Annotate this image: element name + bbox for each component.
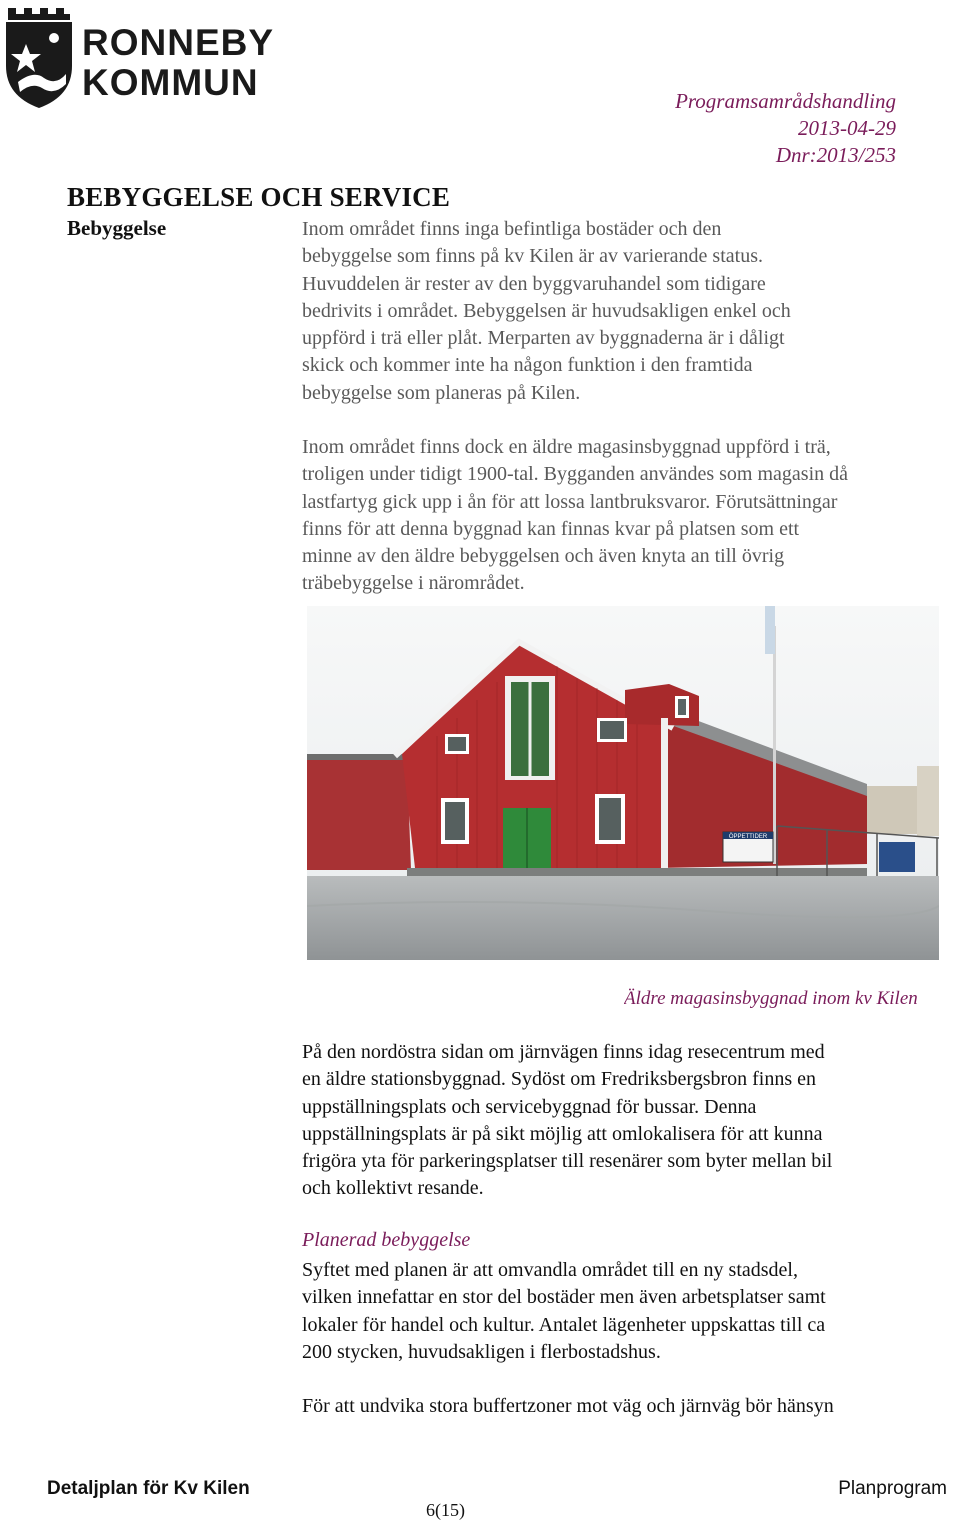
text-line: Inom området finns dock en äldre magasinsbyggnad uppförd i trä, [302, 436, 831, 458]
text-line: Syftet med planen är att omvandla området till en ny stadsdel, [302, 1259, 798, 1281]
text-line: På den nordöstra sidan om järnvägen finns idag resecentrum med [302, 1041, 825, 1063]
subheading-planned-development: Planerad bebyggelse [302, 1229, 471, 1251]
text-line: Huvuddelen är rester av den byggvaruhandel som tidigare [302, 272, 766, 295]
warehouse-illustration [307, 606, 939, 960]
text-line: uppställningsplats och servicebyggnad för bussar. Denna [302, 1095, 757, 1118]
text-line: vilken innefattar en stor del bostäder men även arbetsplatser samt [302, 1286, 826, 1309]
side-label: Bebyggelse [67, 216, 167, 240]
text-line: och kollektivt resande. [302, 1177, 484, 1200]
text-line: lastfartyg gick upp i ån för att lossa lantbruksvaror. Förutsättningar [302, 490, 838, 513]
text-line: bebyggelse som finns på kv Kilen är av varierande status. [302, 245, 763, 268]
text-line: frigöra yta för parkeringsplatser till resenärer som byter mellan bil [302, 1150, 833, 1173]
text-line: minne av den äldre bebyggelsen och även knyta an till övrig [302, 545, 785, 568]
page-number: 6(15) [426, 1500, 465, 1520]
logo-line-1: RONNEBY [82, 22, 275, 63]
text-line: lokaler för handel och kultur. Antalet lägenheter uppskattas till ca [302, 1313, 826, 1336]
sign-title: ÖPPETTIDER [728, 834, 768, 840]
text-line: finns för att denna byggnad kan finnas kvar på platsen som ett [302, 517, 800, 540]
paragraph-3 [302, 1039, 832, 1203]
paragraph-2 [302, 434, 848, 598]
section-title: BEBYGGELSE OCH SERVICE [67, 182, 451, 212]
paragraph-5 [302, 1393, 834, 1420]
paragraph-1 [302, 216, 791, 407]
document-dnr: Dnr:2013/253 [775, 143, 896, 167]
text-line: Inom området finns inga befintliga bostäder och den [302, 218, 722, 240]
text-line: bebyggelse som planeras på Kilen. [302, 381, 581, 404]
text-line: uppförd i trä eller plåt. Merparten av byggnaderna är i dåligt [302, 327, 785, 350]
text-line: en äldre stationsbyggnad. Sydöst om Fredriksbergsbron finns en [302, 1068, 817, 1091]
text-line: troligen under tidigt 1900-tal. Bygganden användes som magasin då [302, 463, 848, 486]
coat-of-arms-icon [4, 4, 76, 110]
document-type: Programsamrådshandling [675, 89, 896, 113]
paragraph-4 [302, 1257, 826, 1366]
photo-caption: Äldre magasinsbyggnad inom kv Kilen [624, 988, 918, 1009]
text-line: träbebyggelse i närområdet. [302, 572, 525, 595]
text-line: skick och kommer inte ha någon funktion i den framtida [302, 354, 753, 377]
footer-plan-title: Detaljplan för Kv Kilen [47, 1478, 250, 1499]
text-line: För att undvika stora buffertzoner mot väg och järnväg bör hänsyn [302, 1395, 834, 1417]
text-line: uppställningsplats är på sikt möjlig att omlokalisera för att kunna [302, 1122, 823, 1145]
text-line: 200 stycken, huvudsakligen i flerbostadshus. [302, 1340, 661, 1363]
logo-line-2: KOMMUN [82, 62, 259, 103]
warehouse-photo [307, 606, 939, 960]
document-date: 2013-04-29 [798, 116, 896, 140]
text-line: bedrivits i området. Bebyggelsen är huvudsakligen enkel och [302, 299, 791, 322]
ronneby-kommun-logo [4, 4, 276, 112]
footer-doc-type: Planprogram [838, 1478, 947, 1499]
